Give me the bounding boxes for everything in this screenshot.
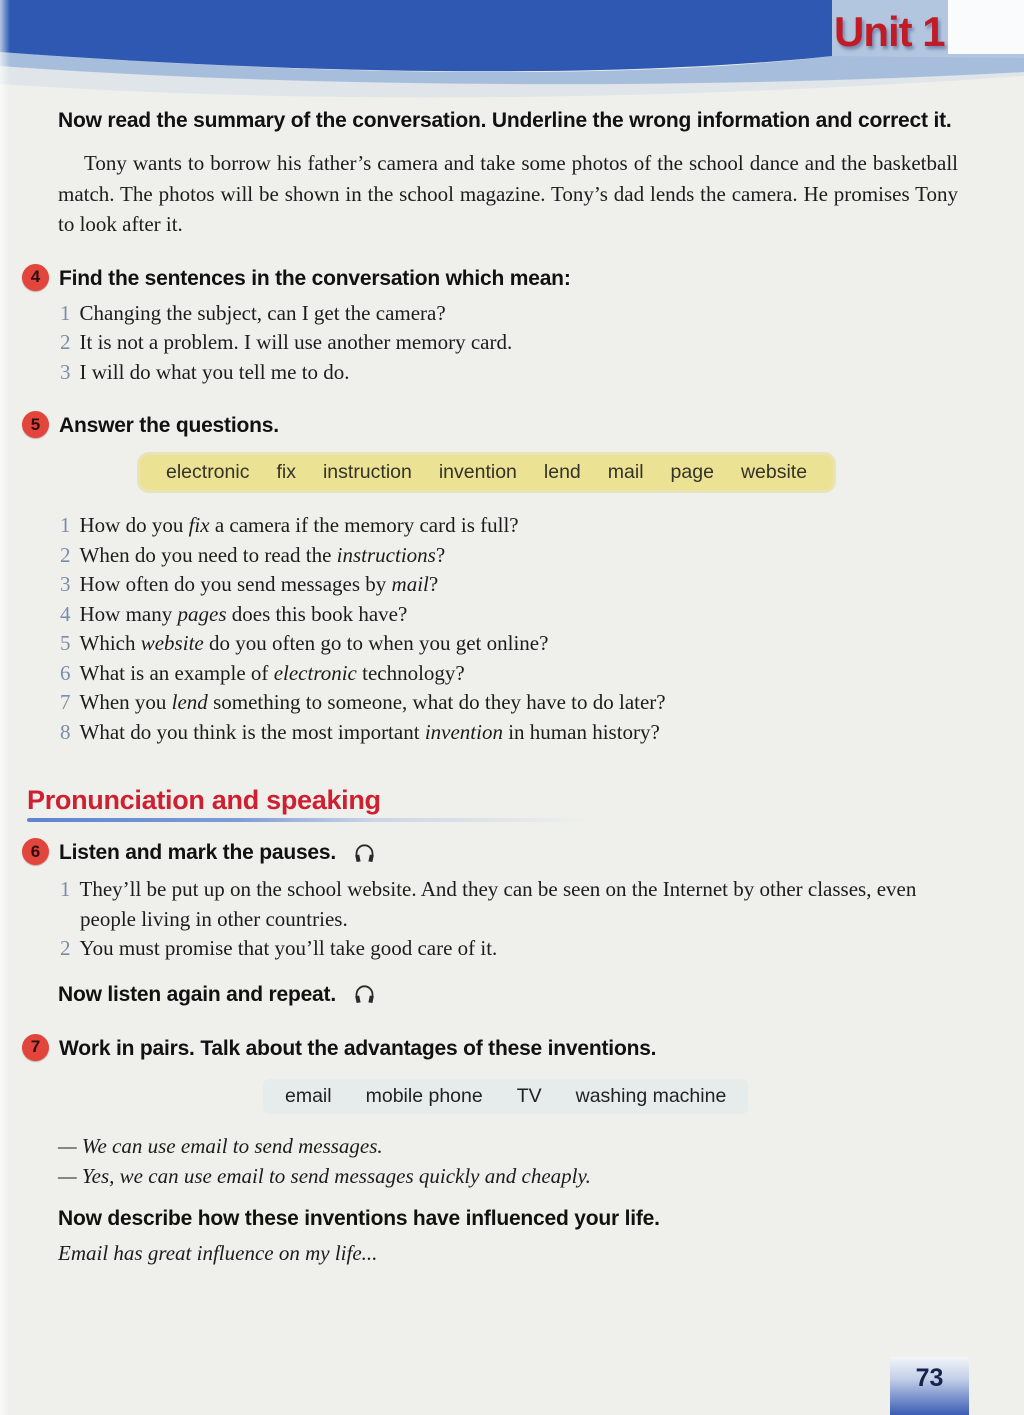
pronunciation-section-heading: Pronunciation and speaking bbox=[27, 785, 381, 815]
item-number: 2 bbox=[60, 542, 71, 567]
section-7-header bbox=[22, 1034, 966, 1062]
question-text: something to someone, what do they have to do later? bbox=[207, 690, 666, 714]
section-6-number-badge: 6 bbox=[22, 838, 49, 865]
question-keyword: electronic bbox=[273, 660, 357, 685]
question-item bbox=[60, 600, 966, 630]
item-number: 5 bbox=[60, 631, 71, 655]
item-text: You must promise that you’ll take good care of it. bbox=[79, 936, 498, 960]
word-bank-item: electronic bbox=[166, 461, 250, 483]
section-4-title: Find the sentences in the conversation which mean: bbox=[59, 266, 571, 290]
section-5-title: Answer the questions. bbox=[59, 414, 279, 437]
section-4-header bbox=[22, 264, 966, 292]
question-text: in human history? bbox=[502, 719, 660, 744]
heading-underline bbox=[27, 818, 587, 822]
word-bank-item: fix bbox=[276, 461, 296, 483]
dialogue-examples bbox=[58, 1131, 966, 1191]
headphones-icon bbox=[352, 842, 377, 864]
describe-example: Email has great influence on my life... bbox=[58, 1240, 378, 1265]
section-6-title-text: Listen and mark the pauses. bbox=[59, 841, 337, 864]
question-text: does this book have? bbox=[226, 601, 408, 626]
item-number: 2 bbox=[60, 330, 71, 354]
question-text: ? bbox=[435, 542, 446, 567]
question-text: do you often go to when you get online? bbox=[203, 631, 549, 655]
word-bank bbox=[140, 455, 833, 490]
listen-again-text: Now listen again and repeat. bbox=[58, 982, 336, 1006]
item-number: 7 bbox=[60, 690, 71, 714]
question-keyword: mail bbox=[391, 572, 429, 596]
question-item bbox=[60, 688, 966, 718]
page-number-badge bbox=[890, 1357, 969, 1415]
unit-title: Unit 1 bbox=[834, 8, 945, 55]
question-text: How often do you send messages by bbox=[79, 572, 392, 596]
word-bank-item: instruction bbox=[322, 461, 412, 483]
question-text: technology? bbox=[356, 660, 465, 685]
question-item bbox=[60, 570, 966, 600]
question-text: What do you think is the most important bbox=[79, 719, 425, 744]
question-item bbox=[60, 629, 966, 659]
question-text: What is an example of bbox=[79, 660, 274, 685]
question-item bbox=[60, 718, 966, 748]
item-text: They’ll be put up on the school website. And they can be seen on the Internet by other classes, even people living in other countries. bbox=[79, 877, 917, 931]
section-4-list bbox=[60, 299, 966, 388]
example-line: — We can use email to send messages. bbox=[58, 1133, 383, 1158]
word-bank-item: email bbox=[285, 1084, 332, 1107]
section-5-questions bbox=[60, 511, 966, 747]
item-number: 1 bbox=[60, 300, 71, 325]
word-bank-item: TV bbox=[516, 1084, 542, 1107]
section-6-title bbox=[59, 838, 377, 866]
item-text: It is not a problem. I will use another memory card. bbox=[79, 330, 513, 354]
question-text: When do you need to read the bbox=[79, 542, 337, 567]
question-keyword: fix bbox=[188, 513, 210, 537]
item-text: Changing the subject, can I get the camera? bbox=[79, 300, 446, 325]
item-text: I will do what you tell me to do. bbox=[79, 359, 350, 384]
item-number: 8 bbox=[60, 719, 71, 744]
question-item bbox=[60, 659, 966, 689]
describe-instruction bbox=[58, 1205, 966, 1232]
question-text: a camera if the memory card is full? bbox=[209, 513, 519, 537]
headphones-icon bbox=[352, 983, 377, 1005]
item-number: 4 bbox=[60, 601, 71, 626]
question-item bbox=[60, 511, 966, 541]
summary-paragraph: Tony wants to borrow his father’s camera and take some photos of the school dance and the basketball match. The photos will be shown in the school magazine. Tony’s dad lends the camera. He promises Tony to look after it. bbox=[58, 151, 958, 236]
intro-instruction: Now read the summary of the conversation. Underline the wrong information and correct it. bbox=[58, 109, 952, 132]
item-number: 3 bbox=[60, 359, 71, 384]
word-bank-item: mail bbox=[607, 461, 644, 483]
word-bank-item: mobile phone bbox=[365, 1084, 483, 1107]
page-number: 73 bbox=[915, 1364, 944, 1392]
item-number: 2 bbox=[60, 936, 71, 960]
item-number: 3 bbox=[60, 572, 71, 596]
section-6-list bbox=[60, 875, 966, 964]
word-bank-item: invention bbox=[438, 461, 517, 483]
describe-instruction-text: Now describe how these inventions have influenced your life. bbox=[58, 1206, 660, 1230]
item-number: 1 bbox=[60, 513, 71, 537]
question-keyword: invention bbox=[424, 719, 503, 744]
list-item bbox=[60, 358, 966, 388]
section-7-title: Work in pairs. Talk about the advantages of these inventions. bbox=[59, 1036, 657, 1060]
example-line: — Yes, we can use email to send messages quickly and cheaply. bbox=[58, 1163, 591, 1188]
question-keyword: website bbox=[140, 631, 204, 655]
list-item bbox=[60, 328, 966, 358]
section-6-header bbox=[22, 838, 966, 866]
word-bank bbox=[263, 1079, 748, 1114]
section-5-number-badge: 5 bbox=[22, 411, 49, 438]
word-bank-item: washing machine bbox=[575, 1084, 727, 1107]
question-keyword: pages bbox=[177, 601, 227, 626]
question-keyword: lend bbox=[171, 690, 208, 714]
question-item bbox=[60, 541, 966, 571]
question-keyword: instructions bbox=[336, 542, 436, 567]
word-bank-item: website bbox=[740, 461, 808, 483]
list-item bbox=[60, 299, 966, 329]
list-item bbox=[60, 875, 966, 934]
section-4-number-badge: 4 bbox=[22, 264, 49, 291]
list-item bbox=[60, 934, 966, 964]
question-text: When you bbox=[79, 690, 172, 714]
question-text: ? bbox=[428, 572, 439, 596]
question-text: Which bbox=[79, 631, 141, 655]
section-5-header bbox=[22, 411, 966, 439]
listen-again-instruction bbox=[58, 981, 966, 1008]
item-number: 1 bbox=[60, 877, 71, 901]
question-text: How many bbox=[79, 601, 178, 626]
word-bank-item: lend bbox=[543, 461, 581, 483]
word-bank-item: page bbox=[670, 461, 714, 483]
question-text: How do you bbox=[79, 513, 189, 537]
section-7-number-badge: 7 bbox=[22, 1034, 49, 1061]
item-number: 6 bbox=[60, 660, 71, 685]
